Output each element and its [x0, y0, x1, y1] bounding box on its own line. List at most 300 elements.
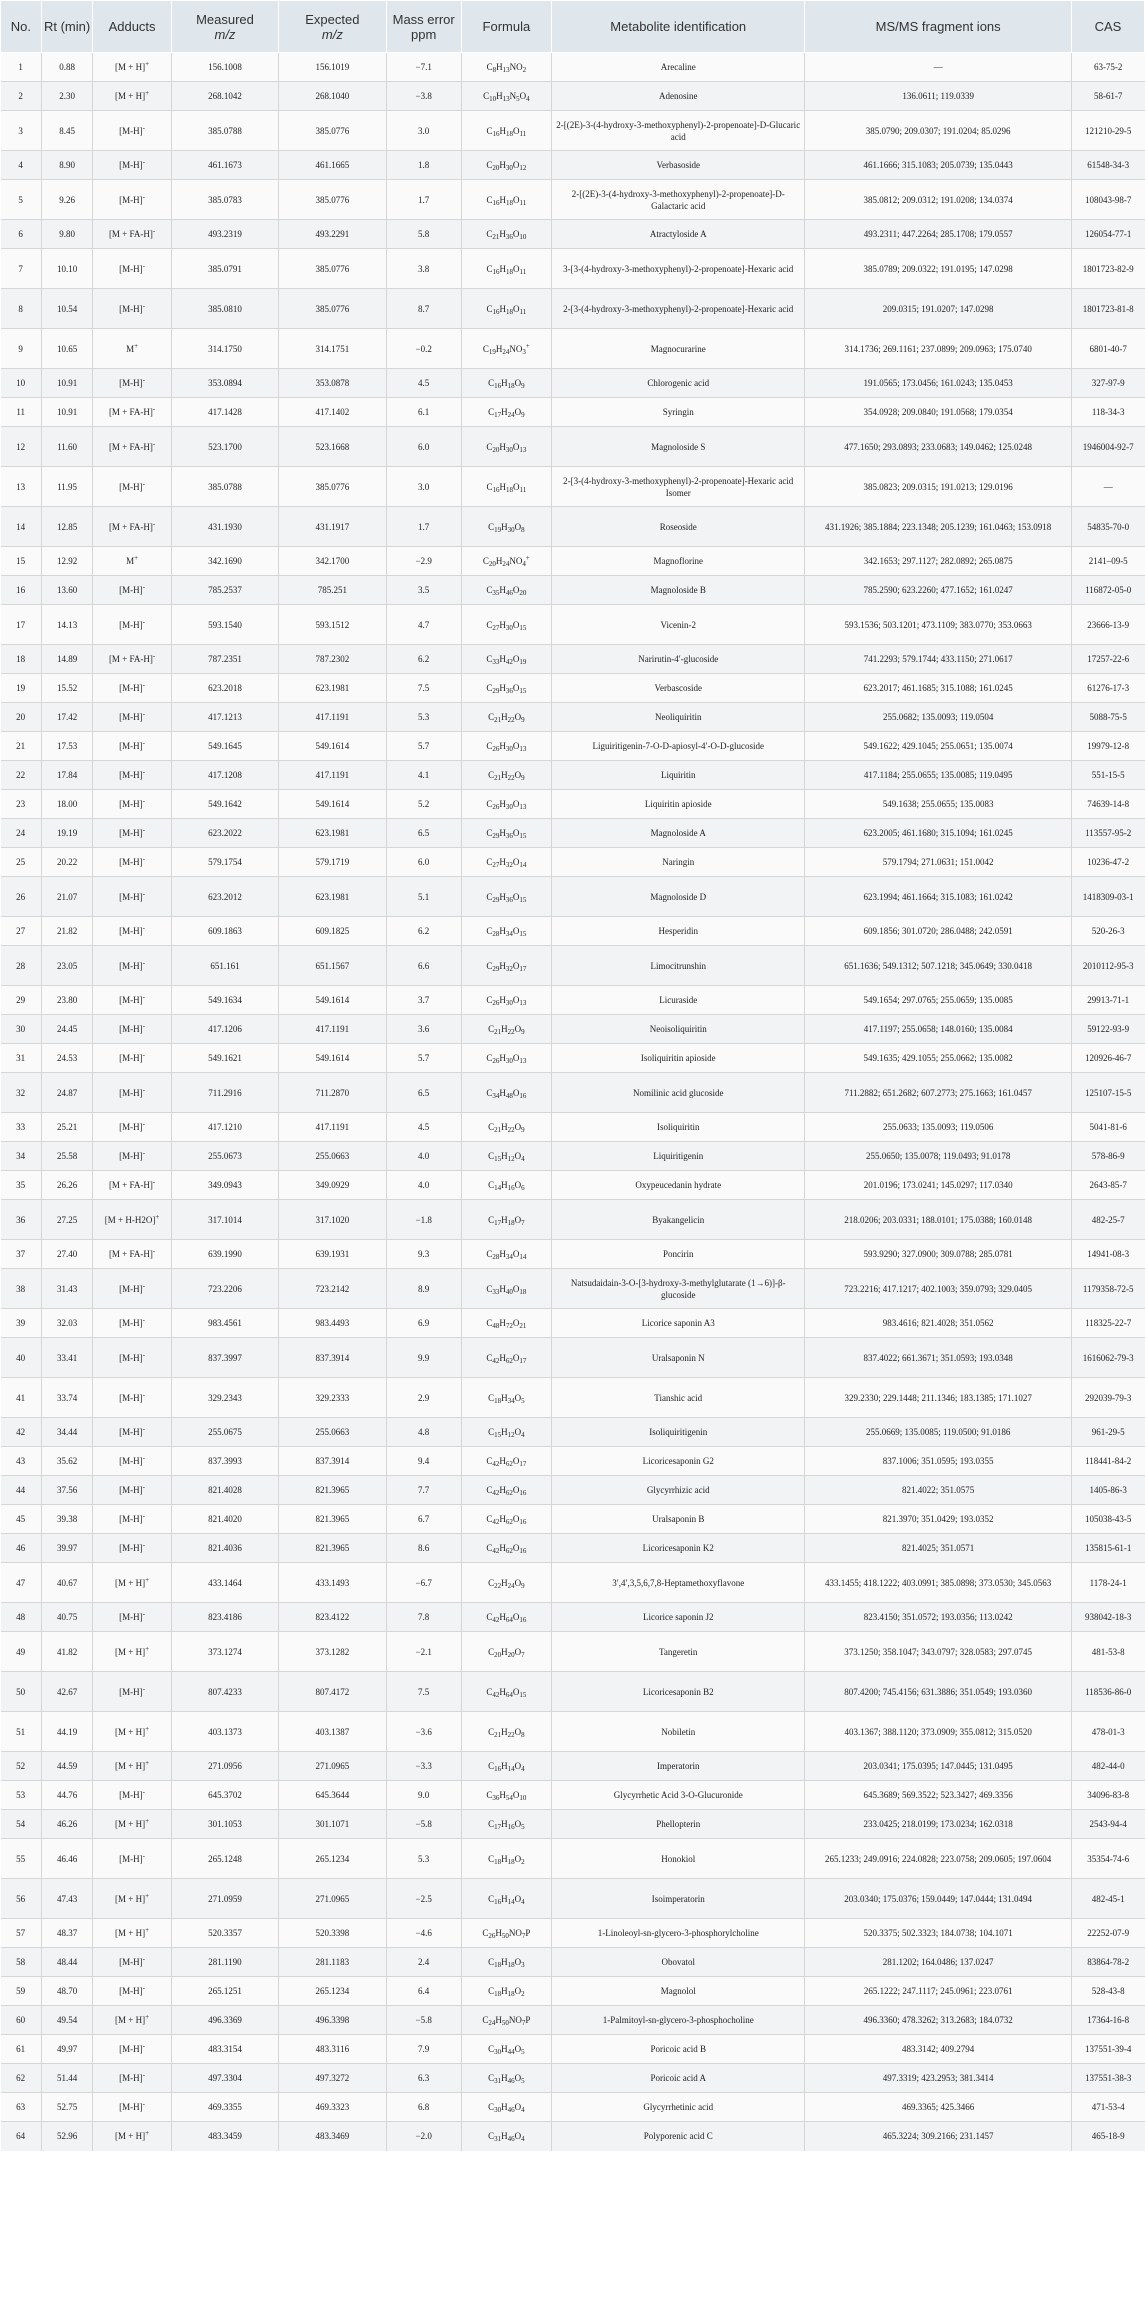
cell-adduct: [M-H]-	[93, 1476, 171, 1505]
cell-cas: 17364-16-8	[1071, 2006, 1144, 2035]
cell-rt: 21.82	[41, 917, 93, 946]
cell-rt: 27.25	[41, 1200, 93, 1240]
cell-measured-mz: 821.4036	[171, 1534, 278, 1563]
cell-cas: 54835-70-0	[1071, 507, 1144, 547]
cell-measured-mz: 353.0894	[171, 369, 278, 398]
cell-expected-mz: 431.1917	[279, 507, 386, 547]
cell-cas: 327-97-9	[1071, 369, 1144, 398]
cell-mass-error: 6.5	[386, 819, 461, 848]
cell-cas: 22252-07-9	[1071, 1919, 1144, 1948]
cell-mass-error: 4.0	[386, 1171, 461, 1200]
cell-measured-mz: 520.3357	[171, 1919, 278, 1948]
cell-metabolite: Polyporenic acid C	[551, 2122, 805, 2151]
cell-fragments: 265.1233; 249.0916; 224.0828; 223.0758; 209.0605; 197.0604	[805, 1839, 1071, 1879]
cell-mass-error: 6.0	[386, 427, 461, 467]
cell-expected-mz: 417.1402	[279, 398, 386, 427]
cell-fragments: 354.0928; 209.0840; 191.0568; 179.0354	[805, 398, 1071, 427]
cell-adduct: [M + H]+	[93, 1879, 171, 1919]
cell-cas: 14941-08-3	[1071, 1240, 1144, 1269]
cell-no: 21	[1, 732, 42, 761]
cell-rt: 52.75	[41, 2093, 93, 2122]
cell-no: 4	[1, 151, 42, 180]
cell-adduct: [M + FA-H]-	[93, 220, 171, 249]
cell-no: 35	[1, 1171, 42, 1200]
cell-measured-mz: 265.1251	[171, 1977, 278, 2006]
cell-adduct: [M-H]-	[93, 986, 171, 1015]
cell-formula: $C_{15}H_{12}O_4$	[461, 1142, 551, 1171]
cell-formula: $C_{29}H_{32}O_{17}$	[461, 946, 551, 986]
cell-cas: 1801723-82-9	[1071, 249, 1144, 289]
cell-metabolite: Licoricesaponin B2	[551, 1672, 805, 1712]
table-row	[1, 1113, 1145, 1142]
cell-no: 45	[1, 1505, 42, 1534]
cell-metabolite: Magnoloside D	[551, 877, 805, 917]
cell-no: 43	[1, 1447, 42, 1476]
cell-cas: 74639-14-8	[1071, 790, 1144, 819]
cell-cas: 29913-71-1	[1071, 986, 1144, 1015]
cell-formula: $C_{33}H_{42}O_{19}$	[461, 645, 551, 674]
cell-adduct: [M-H]-	[93, 1073, 171, 1113]
cell-fragments: 579.1794; 271.0631; 151.0042	[805, 848, 1071, 877]
cell-no: 14	[1, 507, 42, 547]
cell-cas: 528-43-8	[1071, 1977, 1144, 2006]
cell-no: 64	[1, 2122, 42, 2151]
cell-mass-error: 6.7	[386, 1505, 461, 1534]
cell-mass-error: 7.5	[386, 1672, 461, 1712]
cell-measured-mz: 403.1373	[171, 1712, 278, 1752]
cell-no: 28	[1, 946, 42, 986]
cell-formula: $C_{34}H_{48}O_{16}$	[461, 1073, 551, 1113]
cell-adduct: [M-H]-	[93, 1672, 171, 1712]
cell-no: 48	[1, 1603, 42, 1632]
cell-no: 36	[1, 1200, 42, 1240]
cell-rt: 17.42	[41, 703, 93, 732]
table-row	[1, 1015, 1145, 1044]
cell-no: 55	[1, 1839, 42, 1879]
cell-rt: 37.56	[41, 1476, 93, 1505]
cell-no: 47	[1, 1563, 42, 1603]
cell-formula: $C_{26}H_{30}O_{13}$	[461, 986, 551, 1015]
cell-cas: 1946004-92-7	[1071, 427, 1144, 467]
cell-fragments: 203.0340; 175.0376; 159.0449; 147.0444; 131.0494	[805, 1879, 1071, 1919]
cell-expected-mz: 493.2291	[279, 220, 386, 249]
cell-metabolite: Magnoloside B	[551, 576, 805, 605]
cell-no: 54	[1, 1810, 42, 1839]
cell-metabolite: Byakangelicin	[551, 1200, 805, 1240]
cell-measured-mz: 271.0959	[171, 1879, 278, 1919]
cell-measured-mz: 821.4028	[171, 1476, 278, 1505]
cell-formula: $C_{18}H_{18}O_3$	[461, 1948, 551, 1977]
cell-mass-error: 5.8	[386, 220, 461, 249]
cell-cas: 17257-22-6	[1071, 645, 1144, 674]
cell-expected-mz: 609.1825	[279, 917, 386, 946]
cell-expected-mz: 651.1567	[279, 946, 386, 986]
cell-formula: $C_{26}H_{30}O_{13}$	[461, 790, 551, 819]
cell-formula: $C_{18}H_{18}O_2$	[461, 1839, 551, 1879]
cell-mass-error: 3.0	[386, 467, 461, 507]
cell-adduct: [M-H]-	[93, 1505, 171, 1534]
cell-expected-mz: 807.4172	[279, 1672, 386, 1712]
cell-expected-mz: 821.3965	[279, 1505, 386, 1534]
cell-mass-error: 4.1	[386, 761, 461, 790]
cell-rt: 9.26	[41, 180, 93, 220]
cell-rt: 14.13	[41, 605, 93, 645]
cell-adduct: [M-H]-	[93, 1839, 171, 1879]
table-row	[1, 1073, 1145, 1113]
cell-metabolite: Syringin	[551, 398, 805, 427]
table-row	[1, 507, 1145, 547]
cell-expected-mz: 821.3965	[279, 1534, 386, 1563]
table-row	[1, 1476, 1145, 1505]
cell-adduct: M+	[93, 547, 171, 576]
cell-measured-mz: 549.1645	[171, 732, 278, 761]
cell-formula: $C_{18}H_{18}O_2$	[461, 1977, 551, 2006]
cell-fragments: 837.1006; 351.0595; 193.0355	[805, 1447, 1071, 1476]
table-row	[1, 1977, 1145, 2006]
cell-formula: $C_{21}H_{22}O_9$	[461, 703, 551, 732]
cell-metabolite: Nobiletin	[551, 1712, 805, 1752]
cell-expected-mz: 433.1493	[279, 1563, 386, 1603]
cell-formula: $C_{24}H_{50}NO_7P$	[461, 2006, 551, 2035]
cell-metabolite: Natsudaidain-3-O-[3-hydroxy-3-methylglutarate (1→6)]-β-glucoside	[551, 1269, 805, 1309]
cell-rt: 49.97	[41, 2035, 93, 2064]
cell-metabolite: Magnolol	[551, 1977, 805, 2006]
cell-measured-mz: 837.3993	[171, 1447, 278, 1476]
cell-cas: 2010112-95-3	[1071, 946, 1144, 986]
table-row	[1, 111, 1145, 151]
cell-mass-error: 4.7	[386, 605, 461, 645]
cell-formula: $C_{16}H_{14}O_4$	[461, 1879, 551, 1919]
cell-adduct: [M-H]-	[93, 2035, 171, 2064]
cell-rt: 48.70	[41, 1977, 93, 2006]
cell-expected-mz: 623.1981	[279, 674, 386, 703]
cell-fragments: 255.0650; 135.0078; 119.0493; 91.0178	[805, 1142, 1071, 1171]
cell-measured-mz: 493.2319	[171, 220, 278, 249]
cell-adduct: [M-H]-	[93, 1534, 171, 1563]
col-header-no: No.	[1, 1, 42, 53]
cell-formula: $C_{28}H_{34}O_{15}$	[461, 917, 551, 946]
cell-expected-mz: 623.1981	[279, 877, 386, 917]
cell-measured-mz: 417.1210	[171, 1113, 278, 1142]
cell-expected-mz: 385.0776	[279, 180, 386, 220]
cell-no: 25	[1, 848, 42, 877]
cell-fragments: 342.1653; 297.1127; 282.0892; 265.0875	[805, 547, 1071, 576]
cell-cas: 105038-43-5	[1071, 1505, 1144, 1534]
cell-formula: $C_8H_{13}NO_2$	[461, 53, 551, 82]
cell-no: 51	[1, 1712, 42, 1752]
cell-no: 41	[1, 1378, 42, 1418]
table-row	[1, 1712, 1145, 1752]
cell-adduct: [M-H]-	[93, 111, 171, 151]
cell-mass-error: 7.7	[386, 1476, 461, 1505]
table-row	[1, 329, 1145, 369]
cell-expected-mz: 523.1668	[279, 427, 386, 467]
cell-rt: 44.19	[41, 1712, 93, 1752]
cell-expected-mz: 314.1751	[279, 329, 386, 369]
cell-mass-error: 6.1	[386, 398, 461, 427]
cell-fragments: 549.1635; 429.1055; 255.0662; 135.0082	[805, 1044, 1071, 1073]
cell-formula: $C_{27}H_{30}O_{15}$	[461, 605, 551, 645]
cell-cas: 63-75-2	[1071, 53, 1144, 82]
cell-no: 29	[1, 986, 42, 1015]
cell-expected-mz: 417.1191	[279, 761, 386, 790]
cell-rt: 44.59	[41, 1752, 93, 1781]
cell-rt: 2.30	[41, 82, 93, 111]
cell-expected-mz: 711.2870	[279, 1073, 386, 1113]
cell-adduct: [M + H]+	[93, 1810, 171, 1839]
cell-mass-error: 3.8	[386, 249, 461, 289]
cell-cas: 113557-95-2	[1071, 819, 1144, 848]
cell-expected-mz: 461.1665	[279, 151, 386, 180]
cell-cas: 482-25-7	[1071, 1200, 1144, 1240]
cell-mass-error: 8.6	[386, 1534, 461, 1563]
cell-formula: $C_{14}H_{16}O_6$	[461, 1171, 551, 1200]
cell-mass-error: 5.3	[386, 703, 461, 732]
cell-adduct: [M + H]+	[93, 2006, 171, 2035]
cell-rt: 33.41	[41, 1338, 93, 1378]
cell-formula: $C_{42}H_{62}O_{16}$	[461, 1476, 551, 1505]
table-row	[1, 1879, 1145, 1919]
cell-adduct: [M-H]-	[93, 877, 171, 917]
cell-fragments: 136.0611; 119.0339	[805, 82, 1071, 111]
cell-expected-mz: 385.0776	[279, 467, 386, 507]
cell-no: 53	[1, 1781, 42, 1810]
cell-adduct: [M-H]-	[93, 2064, 171, 2093]
cell-formula: $C_{33}H_{40}O_{18}$	[461, 1269, 551, 1309]
cell-no: 37	[1, 1240, 42, 1269]
cell-metabolite: Glycyrrhetic Acid 3-O-Glucuronide	[551, 1781, 805, 1810]
cell-mass-error: −3.6	[386, 1712, 461, 1752]
cell-adduct: [M-H]-	[93, 1948, 171, 1977]
cell-no: 49	[1, 1632, 42, 1672]
cell-adduct: [M-H]-	[93, 674, 171, 703]
cell-formula: $C_{29}H_{36}O_{15}$	[461, 674, 551, 703]
cell-rt: 31.43	[41, 1269, 93, 1309]
cell-expected-mz: 837.3914	[279, 1338, 386, 1378]
table-row	[1, 877, 1145, 917]
table-row	[1, 1632, 1145, 1672]
cell-metabolite: Liquiritin apioside	[551, 790, 805, 819]
table-row	[1, 1534, 1145, 1563]
cell-no: 46	[1, 1534, 42, 1563]
col-header-expected	[279, 1, 386, 53]
cell-expected-mz: 497.3272	[279, 2064, 386, 2093]
cell-fragments: 191.0565; 173.0456; 161.0243; 135.0453	[805, 369, 1071, 398]
cell-cas: 61276-17-3	[1071, 674, 1144, 703]
cell-measured-mz: 711.2916	[171, 1073, 278, 1113]
cell-adduct: [M-H]-	[93, 848, 171, 877]
cell-adduct: [M-H]-	[93, 1418, 171, 1447]
cell-fragments: 623.2005; 461.1680; 315.1094; 161.0245	[805, 819, 1071, 848]
cell-no: 39	[1, 1309, 42, 1338]
cell-adduct: [M-H]-	[93, 1142, 171, 1171]
cell-measured-mz: 385.0810	[171, 289, 278, 329]
cell-measured-mz: 156.1008	[171, 53, 278, 82]
cell-mass-error: 9.9	[386, 1338, 461, 1378]
cell-mass-error: 6.2	[386, 645, 461, 674]
cell-cas: 1179358-72-5	[1071, 1269, 1144, 1309]
cell-no: 30	[1, 1015, 42, 1044]
cell-fragments: 593.1536; 503.1201; 473.1109; 383.0770; 353.0663	[805, 605, 1071, 645]
cell-mass-error: 4.0	[386, 1142, 461, 1171]
cell-formula: $C_{35}H_{46}O_{20}$	[461, 576, 551, 605]
table-row	[1, 1919, 1145, 1948]
table-row	[1, 819, 1145, 848]
cell-expected-mz: 329.2333	[279, 1378, 386, 1418]
cell-mass-error: 3.7	[386, 986, 461, 1015]
cell-mass-error: 5.7	[386, 732, 461, 761]
cell-rt: 24.87	[41, 1073, 93, 1113]
cell-fragments: 609.1856; 301.0720; 286.0488; 242.0591	[805, 917, 1071, 946]
cell-formula: $C_{26}H_{30}O_{13}$	[461, 1044, 551, 1073]
cell-cas: 478-01-3	[1071, 1712, 1144, 1752]
table-row	[1, 605, 1145, 645]
cell-no: 40	[1, 1338, 42, 1378]
cell-expected-mz: 342.1700	[279, 547, 386, 576]
cell-cas: —	[1071, 467, 1144, 507]
cell-mass-error: 5.7	[386, 1044, 461, 1073]
cell-measured-mz: 579.1754	[171, 848, 278, 877]
cell-expected-mz: 549.1614	[279, 1044, 386, 1073]
table-row	[1, 82, 1145, 111]
cell-measured-mz: 373.1274	[171, 1632, 278, 1672]
cell-metabolite: Isoliquiritigenin	[551, 1418, 805, 1447]
cell-fragments: 385.0812; 209.0312; 191.0208; 134.0374	[805, 180, 1071, 220]
cell-formula: $C_{29}H_{36}O_{15}$	[461, 877, 551, 917]
cell-rt: 48.37	[41, 1919, 93, 1948]
cell-fragments: 233.0425; 218.0199; 173.0234; 162.0318	[805, 1810, 1071, 1839]
cell-fragments: 314.1736; 269.1161; 237.0899; 209.0963; 175.0740	[805, 329, 1071, 369]
cell-expected-mz: 417.1191	[279, 1015, 386, 1044]
cell-fragments: 281.1202; 164.0486; 137.0247	[805, 1948, 1071, 1977]
cell-adduct: [M + H-H2O]+	[93, 1200, 171, 1240]
cell-expected-mz: 265.1234	[279, 1839, 386, 1879]
cell-formula: $C_{17}H_{16}O_5$	[461, 1810, 551, 1839]
cell-metabolite: Licorice saponin A3	[551, 1309, 805, 1338]
table-row	[1, 1603, 1145, 1632]
table-row	[1, 53, 1145, 82]
cell-adduct: [M-H]-	[93, 761, 171, 790]
cell-no: 32	[1, 1073, 42, 1113]
cell-rt: 52.96	[41, 2122, 93, 2151]
cell-no: 60	[1, 2006, 42, 2035]
cell-expected-mz: 579.1719	[279, 848, 386, 877]
cell-expected-mz: 385.0776	[279, 111, 386, 151]
cell-metabolite: Neoisoliquiritin	[551, 1015, 805, 1044]
cell-measured-mz: 385.0788	[171, 467, 278, 507]
cell-no: 19	[1, 674, 42, 703]
cell-expected-mz: 787.2302	[279, 645, 386, 674]
table-row	[1, 249, 1145, 289]
cell-mass-error: −0.2	[386, 329, 461, 369]
cell-fragments: 785.2590; 623.2260; 477.1652; 161.0247	[805, 576, 1071, 605]
cell-expected-mz: 317.1020	[279, 1200, 386, 1240]
cell-metabolite: Honokiol	[551, 1839, 805, 1879]
cell-rt: 13.60	[41, 576, 93, 605]
cell-no: 5	[1, 180, 42, 220]
cell-adduct: [M + FA-H]-	[93, 427, 171, 467]
cell-rt: 19.19	[41, 819, 93, 848]
cell-no: 18	[1, 645, 42, 674]
cell-expected-mz: 271.0965	[279, 1879, 386, 1919]
cell-measured-mz: 623.2022	[171, 819, 278, 848]
cell-metabolite: Liquiritin	[551, 761, 805, 790]
cell-expected-mz: 483.3116	[279, 2035, 386, 2064]
cell-measured-mz: 417.1428	[171, 398, 278, 427]
cell-measured-mz: 349.0943	[171, 1171, 278, 1200]
cell-metabolite: 3-[3-(4-hydroxy-3-methoxyphenyl)-2-propenoate]-Hexaric acid	[551, 249, 805, 289]
cell-no: 15	[1, 547, 42, 576]
cell-adduct: [M-H]-	[93, 703, 171, 732]
cell-metabolite: Poncirin	[551, 1240, 805, 1269]
cell-mass-error: 1.7	[386, 180, 461, 220]
cell-fragments: 549.1622; 429.1045; 255.0651; 135.0074	[805, 732, 1071, 761]
cell-fragments: 651.1636; 549.1312; 507.1218; 345.0649; 330.0418	[805, 946, 1071, 986]
cell-fragments: 255.0682; 135.0093; 119.0504	[805, 703, 1071, 732]
cell-no: 6	[1, 220, 42, 249]
expected-header-text: Expected m/z	[305, 11, 360, 42]
table-row	[1, 790, 1145, 819]
cell-measured-mz: 255.0675	[171, 1418, 278, 1447]
cell-no: 62	[1, 2064, 42, 2093]
cell-expected-mz: 403.1387	[279, 1712, 386, 1752]
cell-formula: $C_{17}H_{24}O_9$	[461, 398, 551, 427]
table-row	[1, 180, 1145, 220]
cell-no: 33	[1, 1113, 42, 1142]
cell-measured-mz: 496.3369	[171, 2006, 278, 2035]
cell-rt: 51.44	[41, 2064, 93, 2093]
cell-cas: 121210-29-5	[1071, 111, 1144, 151]
cell-adduct: [M + H]+	[93, 1752, 171, 1781]
cell-rt: 49.54	[41, 2006, 93, 2035]
cell-metabolite: Magnocurarine	[551, 329, 805, 369]
cell-no: 3	[1, 111, 42, 151]
table-row	[1, 2006, 1145, 2035]
cell-mass-error: 1.8	[386, 151, 461, 180]
table-row	[1, 467, 1145, 507]
table-row	[1, 1142, 1145, 1171]
cell-adduct: [M-H]-	[93, 1447, 171, 1476]
cell-fragments: 645.3689; 569.3522; 523.3427; 469.3356	[805, 1781, 1071, 1810]
cell-cas: 1418309-03-1	[1071, 877, 1144, 917]
cell-no: 52	[1, 1752, 42, 1781]
cell-rt: 46.26	[41, 1810, 93, 1839]
cell-no: 58	[1, 1948, 42, 1977]
col-header-adducts: Adducts	[93, 1, 171, 53]
cell-measured-mz: 483.3459	[171, 2122, 278, 2151]
cell-fragments: 549.1654; 297.0765; 255.0659; 135.0085	[805, 986, 1071, 1015]
cell-rt: 10.91	[41, 369, 93, 398]
cell-mass-error: 2.4	[386, 1948, 461, 1977]
cell-adduct: [M + H]+	[93, 1712, 171, 1752]
cell-no: 34	[1, 1142, 42, 1171]
cell-expected-mz: 353.0878	[279, 369, 386, 398]
cell-mass-error: 6.3	[386, 2064, 461, 2093]
cell-rt: 23.80	[41, 986, 93, 1015]
cell-formula: $C_{28}H_{34}O_{14}$	[461, 1240, 551, 1269]
cell-measured-mz: 593.1540	[171, 605, 278, 645]
cell-rt: 10.65	[41, 329, 93, 369]
cell-rt: 8.90	[41, 151, 93, 180]
cell-rt: 39.97	[41, 1534, 93, 1563]
cell-mass-error: 6.4	[386, 1977, 461, 2006]
cell-adduct: [M + H]+	[93, 1632, 171, 1672]
table-row	[1, 2035, 1145, 2064]
cell-formula: $C_{16}H_{18}O_{11}$	[461, 467, 551, 507]
cell-adduct: [M-H]-	[93, 467, 171, 507]
cell-rt: 10.91	[41, 398, 93, 427]
cell-rt: 10.10	[41, 249, 93, 289]
